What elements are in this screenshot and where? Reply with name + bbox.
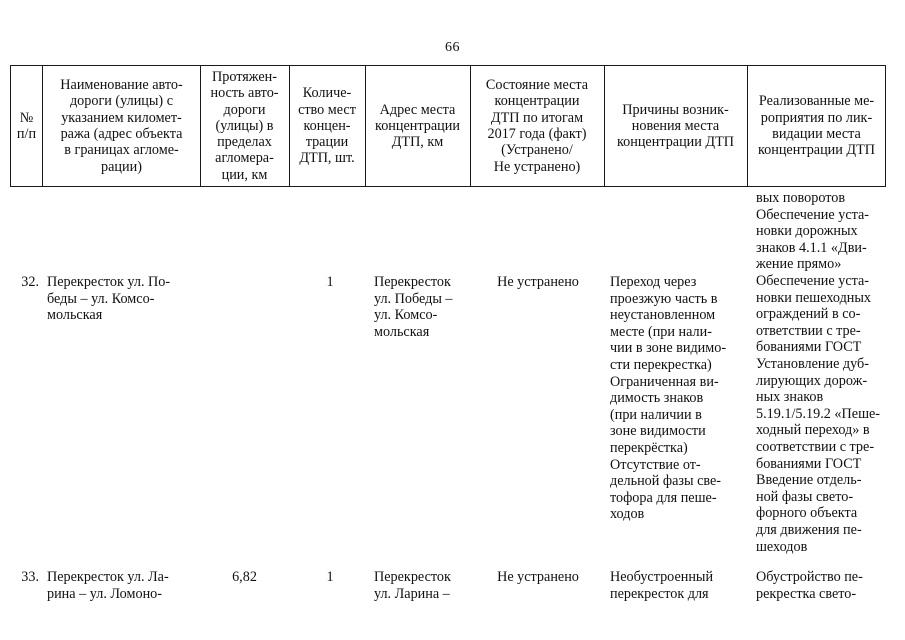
text-line: Обеспечение уста-	[756, 273, 870, 289]
text-line: бованиями ГОСТ	[756, 339, 862, 356]
header-num-text	[17, 110, 36, 143]
text-line: димость знаков	[610, 390, 704, 407]
row-count	[289, 569, 371, 586]
text-line: ходный переход» в	[756, 422, 870, 439]
text-line: мольская	[374, 323, 430, 340]
text-line: ответствии с тре-	[756, 322, 861, 339]
text-line: Адрес места	[379, 101, 456, 118]
text-line: Перекресток ул. Ла-	[47, 569, 169, 585]
text-line: новки пешеходных	[756, 289, 872, 306]
table-header-bottom-border	[10, 186, 886, 187]
header-status	[470, 66, 604, 186]
text-line: ство мест	[298, 101, 356, 118]
header-measures	[747, 66, 886, 186]
text-line: мольская	[47, 307, 103, 324]
text-line: ул. Комсо-	[374, 307, 438, 324]
row-status-text: Не устранено	[497, 569, 579, 585]
text-line: зоне видимости	[610, 423, 706, 440]
text-line: перекрёстка)	[610, 439, 688, 456]
text-line: указанием километ-	[61, 109, 182, 126]
text-line: №	[19, 109, 34, 126]
text-line: лирующих дорож-	[756, 372, 868, 389]
row-road	[47, 569, 199, 602]
text-line: бованиями ГОСТ	[756, 455, 862, 472]
header-measures-text	[758, 93, 875, 158]
text-line: концентрации	[494, 93, 580, 110]
row-number	[10, 274, 39, 291]
text-line: сти перекрестка)	[610, 356, 712, 373]
header-length-text	[210, 69, 278, 183]
text-line: Обеспечение уста-	[756, 206, 870, 223]
header-num	[10, 66, 43, 186]
text-line: п/п	[16, 126, 37, 142]
text-line: форного объекта	[756, 505, 858, 522]
text-line: рина – ул. Ломоно-	[47, 585, 162, 602]
row-status-text: Не устранено	[497, 274, 579, 290]
text-line: новки дорожных	[756, 223, 858, 240]
text-line: 5.19.1/5.19.2 «Пеше-	[756, 405, 881, 422]
text-line: ограждений в со-	[756, 306, 861, 323]
text-line: в границах агломе-	[64, 142, 179, 159]
row-length-text: 6,82	[232, 569, 257, 585]
row-count	[289, 274, 371, 291]
header-road	[43, 66, 200, 186]
row-number	[10, 569, 39, 586]
row-count-text: 1	[326, 274, 334, 290]
row-road	[47, 274, 199, 324]
header-address	[365, 66, 470, 186]
text-line: Перекресток ул. По-	[47, 274, 171, 290]
text-line: дороги (улицы) с	[69, 93, 173, 110]
page-number: 66	[445, 40, 460, 55]
text-line: (при наличии в	[610, 406, 702, 423]
continuation-measures	[756, 190, 891, 273]
row-status	[470, 569, 606, 586]
text-line: концен-	[303, 117, 351, 134]
text-line: шеходов	[756, 538, 808, 555]
row-measures	[756, 569, 891, 602]
row-count-text: 1	[326, 569, 334, 585]
row-address	[374, 569, 470, 602]
text-line: Переход через	[610, 274, 697, 290]
text-line: Причины возник-	[622, 101, 729, 118]
text-line: 2017 года (факт)	[487, 126, 587, 142]
text-line: дельной фазы све-	[610, 473, 721, 490]
text-line: чии в зоне видимо-	[610, 340, 727, 357]
text-line: рекрестка свето-	[756, 585, 857, 602]
text-line: Реализованные ме-	[758, 93, 875, 110]
header-address-text	[368, 102, 467, 151]
text-line: Количе-	[302, 85, 352, 102]
row-measures	[756, 273, 891, 555]
text-line: ул. Победы –	[374, 290, 453, 307]
text-line: видации места	[772, 126, 861, 142]
text-line: трации	[305, 134, 349, 151]
text-line: концентрации ДТП	[616, 134, 735, 151]
row-address	[374, 274, 470, 340]
text-line: концентрации ДТП, км	[375, 117, 460, 151]
text-line: агломера-	[215, 150, 274, 167]
text-line: ходов	[610, 506, 645, 523]
text-line: ул. Ларина –	[374, 585, 450, 602]
text-line: Перекресток	[374, 569, 451, 585]
text-line: тофора для пеше-	[610, 489, 717, 506]
text-line: Ограниченная ви-	[610, 373, 719, 390]
text-line: Наименование авто-	[60, 77, 183, 94]
text-line: Протяжен-	[211, 68, 277, 85]
text-line: месте (при нали-	[610, 323, 712, 340]
row-causes	[610, 274, 748, 523]
text-line: ции, км	[221, 166, 268, 183]
header-length	[200, 66, 289, 186]
header-causes-text	[617, 102, 734, 151]
text-line: вых поворотов	[756, 190, 846, 206]
text-line: ДТП по итогам	[490, 109, 584, 126]
text-line: ность авто-	[210, 85, 279, 102]
row-status	[470, 274, 606, 291]
row-number-text: 32.	[21, 274, 39, 290]
text-line: перекресток для	[610, 585, 709, 602]
header-status-text	[486, 77, 588, 175]
text-line: (Устранено/	[501, 142, 573, 159]
header-count	[289, 66, 365, 186]
text-line: роприятия по лик-	[760, 109, 873, 126]
text-line: пределах	[217, 134, 272, 151]
header-count-text	[298, 85, 356, 166]
text-line: неустановленном	[610, 307, 716, 324]
text-line: проезжую часть в	[610, 290, 718, 307]
text-line: ража (адрес объекта	[60, 126, 183, 142]
text-line: для движения пе-	[756, 521, 862, 538]
row-number-text: 33.	[21, 569, 39, 585]
text-line: новения места	[631, 117, 720, 134]
text-line: (улицы) в	[215, 117, 274, 134]
text-line: Обустройство пе-	[756, 569, 863, 585]
text-line: концентрации ДТП	[757, 142, 876, 159]
text-line: знаков 4.1.1 «Дви-	[756, 239, 867, 256]
text-line: Состояние места	[485, 77, 589, 94]
text-line: ных знаков	[756, 389, 824, 406]
text-line: Введение отдель-	[756, 472, 862, 489]
text-line: ДТП, шт.	[299, 150, 355, 167]
text-line: беды – ул. Комсо-	[47, 290, 155, 307]
text-line: Необустроенный	[610, 569, 714, 585]
text-line: жение прямо»	[756, 256, 842, 273]
row-causes	[610, 569, 748, 602]
text-line: Перекресток	[374, 274, 451, 290]
text-line: рации)	[101, 158, 142, 175]
text-line: Установление дуб-	[756, 355, 869, 372]
text-line: ной фазы свето-	[756, 488, 854, 505]
text-line: Не устранено)	[493, 158, 581, 175]
text-line: соответствии с тре-	[756, 438, 875, 455]
text-line: Отсутствие от-	[610, 456, 701, 473]
header-causes	[604, 66, 747, 186]
text-line: дороги	[223, 101, 266, 118]
row-length	[200, 569, 289, 586]
header-road-text	[60, 77, 182, 175]
